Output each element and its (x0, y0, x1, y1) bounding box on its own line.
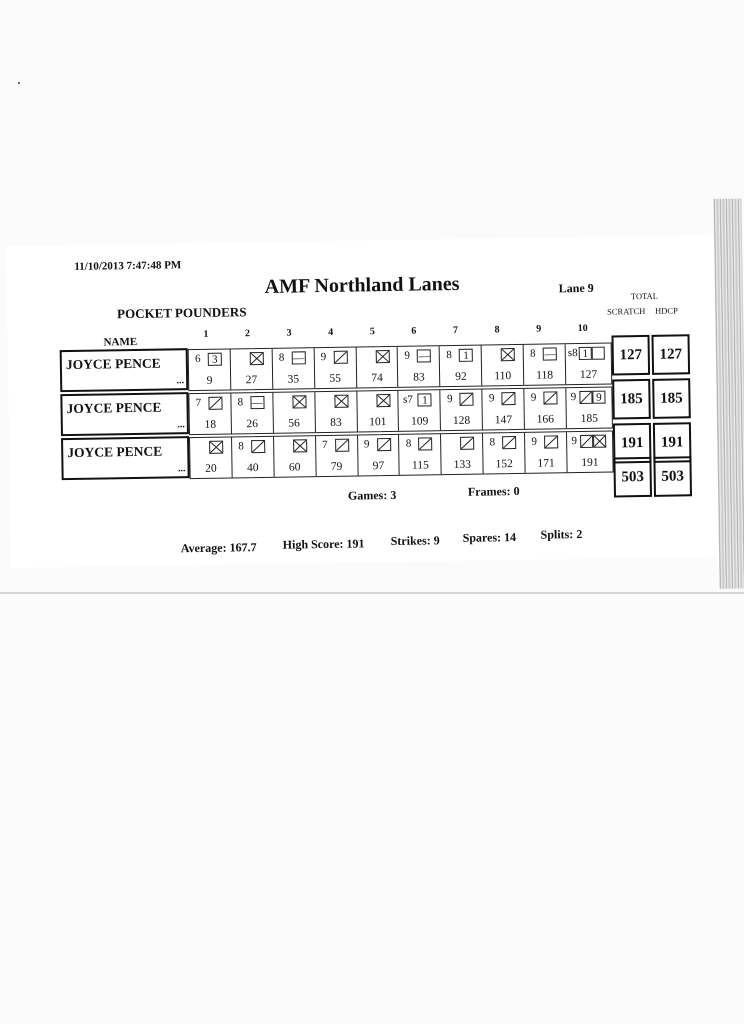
frame-1 (189, 393, 232, 434)
running-score: 20 (205, 462, 217, 475)
roll-1: 9 (531, 435, 538, 448)
running-score: 56 (288, 417, 300, 430)
series-hdcp: 503 (653, 456, 692, 497)
frame-number-7: 7 (452, 324, 459, 336)
spare-mark (377, 438, 391, 451)
frame-3 (274, 436, 317, 477)
running-score: 35 (287, 373, 300, 386)
running-score: 191 (581, 456, 599, 469)
running-score: 152 (495, 458, 513, 471)
print-timestamp: 11/10/2013 7:47:48 PM (74, 259, 182, 273)
roll-1: 9 (446, 393, 453, 406)
frame-number-4: 4 (328, 326, 334, 338)
spare-mark (502, 392, 516, 405)
spare-mark (251, 440, 265, 453)
frame-7 (441, 390, 484, 431)
running-score: 18 (204, 418, 217, 431)
running-score: 147 (494, 414, 513, 427)
running-score: 74 (371, 372, 383, 385)
games-count: Games: 3 (347, 487, 397, 503)
scratch-total: 127 (611, 335, 650, 376)
roll-1: 9 (570, 391, 577, 404)
hdcp-total: 127 (651, 334, 690, 375)
frame-2 (231, 349, 274, 390)
lane-number: Lane 9 (558, 280, 594, 296)
roll-2: — (292, 352, 305, 365)
roll-1: 9 (530, 391, 537, 404)
frame-2 (232, 437, 275, 478)
frame-9 (525, 432, 568, 473)
roll-1: 9 (571, 435, 577, 448)
running-score: 92 (455, 370, 467, 383)
frame-10 (566, 344, 612, 385)
frames-count: Frames: 0 (467, 483, 520, 499)
running-score: 97 (372, 460, 385, 473)
running-score: 166 (536, 413, 555, 426)
frame-row (188, 386, 613, 435)
strike-mark (593, 435, 606, 448)
league-name: POCKET POUNDERS (116, 304, 247, 322)
spare-mark (502, 436, 516, 449)
frame-3 (273, 392, 316, 433)
running-score: 133 (453, 458, 471, 471)
roll-1 (193, 441, 205, 454)
strike-mark (376, 394, 390, 407)
strike-mark (293, 439, 307, 452)
roll-1 (277, 440, 289, 453)
running-score: 110 (494, 370, 512, 383)
running-score: 60 (288, 461, 301, 474)
spare-mark (579, 391, 592, 404)
bowler-name-box (60, 392, 189, 436)
running-score: 127 (579, 368, 598, 381)
spare-mark (544, 435, 558, 448)
running-score: 27 (245, 374, 258, 387)
frame-3 (272, 348, 315, 389)
frame-number-6: 6 (411, 325, 417, 337)
running-score: 40 (247, 462, 259, 475)
bowler-name: JOYCE PENCE (66, 399, 162, 417)
running-score: 109 (410, 415, 429, 428)
name-header: NAME (103, 335, 138, 349)
spare-mark (543, 391, 557, 404)
paper-edge (0, 592, 744, 594)
speck (18, 82, 20, 84)
more-indicator: ... (177, 419, 185, 431)
running-score: 79 (330, 460, 343, 473)
strikes-stat: Strikes: 9 (390, 533, 440, 548)
frame-5 (357, 391, 400, 432)
roll-1: 8 (238, 440, 244, 453)
frame-6 (398, 346, 441, 387)
scratch-total: 191 (613, 423, 652, 464)
roll-1 (276, 396, 288, 409)
frame-number-5: 5 (369, 326, 375, 338)
spare-mark (580, 435, 593, 448)
series-scratch: 503 (613, 457, 652, 498)
roll-1: 7 (321, 438, 328, 452)
roll-1 (234, 352, 246, 365)
average-stat: Average: 167.7 (180, 540, 257, 556)
spare-mark (208, 397, 222, 410)
frame-7 (441, 434, 484, 475)
frame-8 (482, 345, 525, 386)
running-score: 185 (580, 412, 599, 425)
strike-mark (501, 348, 515, 361)
roll-1: 8 (530, 347, 536, 360)
frame-6 (399, 390, 442, 431)
roll-1: 9 (320, 350, 327, 364)
running-score: 115 (411, 459, 429, 472)
hdcp-total: 191 (653, 422, 692, 463)
frame-row (188, 342, 613, 391)
running-score: 55 (329, 372, 342, 385)
more-indicator: ... (177, 463, 186, 475)
strike-mark (334, 395, 348, 408)
frame-4 (315, 392, 358, 433)
roll-1: s7 (402, 393, 413, 406)
hdcp-header: HDCP (655, 305, 678, 316)
frame-10 (567, 432, 613, 473)
frame-number-1: 1 (203, 328, 209, 340)
roll-1: 8 (489, 436, 496, 449)
more-indicator: ... (176, 375, 185, 387)
strike-mark (250, 352, 264, 365)
score-slip (6, 235, 719, 568)
strike-mark (209, 441, 223, 454)
running-score: 9 (206, 374, 213, 387)
frame-2 (231, 393, 274, 434)
total-header: TOTAL (630, 290, 658, 302)
roll-2: — (544, 348, 556, 361)
running-score: 83 (330, 416, 342, 429)
frame-number-9: 9 (536, 323, 542, 335)
frame-5 (356, 347, 399, 388)
frame-4 (316, 436, 359, 477)
frame-1 (189, 349, 232, 390)
roll-1: 8 (405, 437, 412, 450)
roll-2: 3 (208, 353, 222, 366)
frame-number-10: 10 (577, 322, 588, 335)
frame-1 (190, 437, 233, 478)
roll-1: 8 (278, 351, 285, 364)
strike-mark (292, 395, 306, 408)
hdcp-total: 185 (652, 378, 691, 419)
running-score: 26 (246, 418, 259, 431)
roll-1: s8 (567, 347, 578, 360)
frame-9 (524, 344, 567, 385)
roll-2: 1 (579, 347, 592, 360)
frame-4 (314, 348, 357, 389)
roll-1 (359, 350, 371, 363)
strike-mark (375, 350, 389, 363)
running-score: 83 (413, 371, 425, 384)
bowler-name-box (60, 348, 189, 392)
roll-3 (592, 347, 605, 360)
spares-stat: Spares: 14 (462, 530, 517, 545)
frame-8 (483, 433, 526, 474)
frame-7 (440, 346, 483, 387)
roll-2: — (418, 350, 430, 363)
roll-1: 7 (195, 396, 202, 410)
torn-edge (713, 198, 744, 588)
frame-5 (358, 435, 401, 476)
roll-1 (318, 395, 330, 408)
spare-mark (419, 437, 433, 450)
bowler-name: JOYCE PENCE (65, 355, 161, 373)
running-score: 171 (537, 457, 555, 470)
frame-number-3: 3 (286, 327, 292, 339)
bowler-name-box (61, 436, 190, 480)
spare-mark (460, 437, 474, 450)
roll-2: 1 (418, 393, 432, 406)
scratch-header: SCRATCH (607, 305, 646, 317)
roll-1: 9 (488, 392, 495, 405)
frame-8 (483, 389, 526, 430)
frame-row (189, 430, 614, 479)
spare-mark (460, 393, 474, 406)
frame-number-8: 8 (494, 324, 500, 336)
roll-1: 8 (237, 396, 244, 409)
bowler-name: JOYCE PENCE (67, 443, 163, 461)
roll-1: 6 (194, 352, 201, 366)
roll-3: 9 (592, 391, 605, 404)
roll-2: — (251, 396, 263, 410)
roll-1 (485, 348, 497, 361)
roll-1: 9 (404, 349, 411, 362)
spare-mark (335, 439, 349, 452)
roll-1 (444, 437, 456, 450)
frame-9 (524, 388, 567, 429)
scratch-total: 185 (612, 379, 651, 420)
frame-number-2: 2 (244, 328, 251, 340)
running-score: 101 (369, 416, 387, 429)
running-score: 128 (452, 414, 471, 428)
frame-6 (399, 434, 442, 475)
frame-10 (566, 388, 612, 429)
center-name: AMF Northland Lanes (264, 272, 460, 298)
roll-1: 9 (363, 438, 370, 451)
splits-stat: Splits: 2 (540, 526, 583, 542)
running-score: 118 (536, 369, 554, 382)
roll-2: 1 (459, 349, 473, 362)
roll-1: 8 (446, 349, 452, 362)
spare-mark (333, 351, 347, 364)
roll-1 (360, 394, 372, 407)
high-score-stat: High Score: 191 (282, 536, 365, 552)
